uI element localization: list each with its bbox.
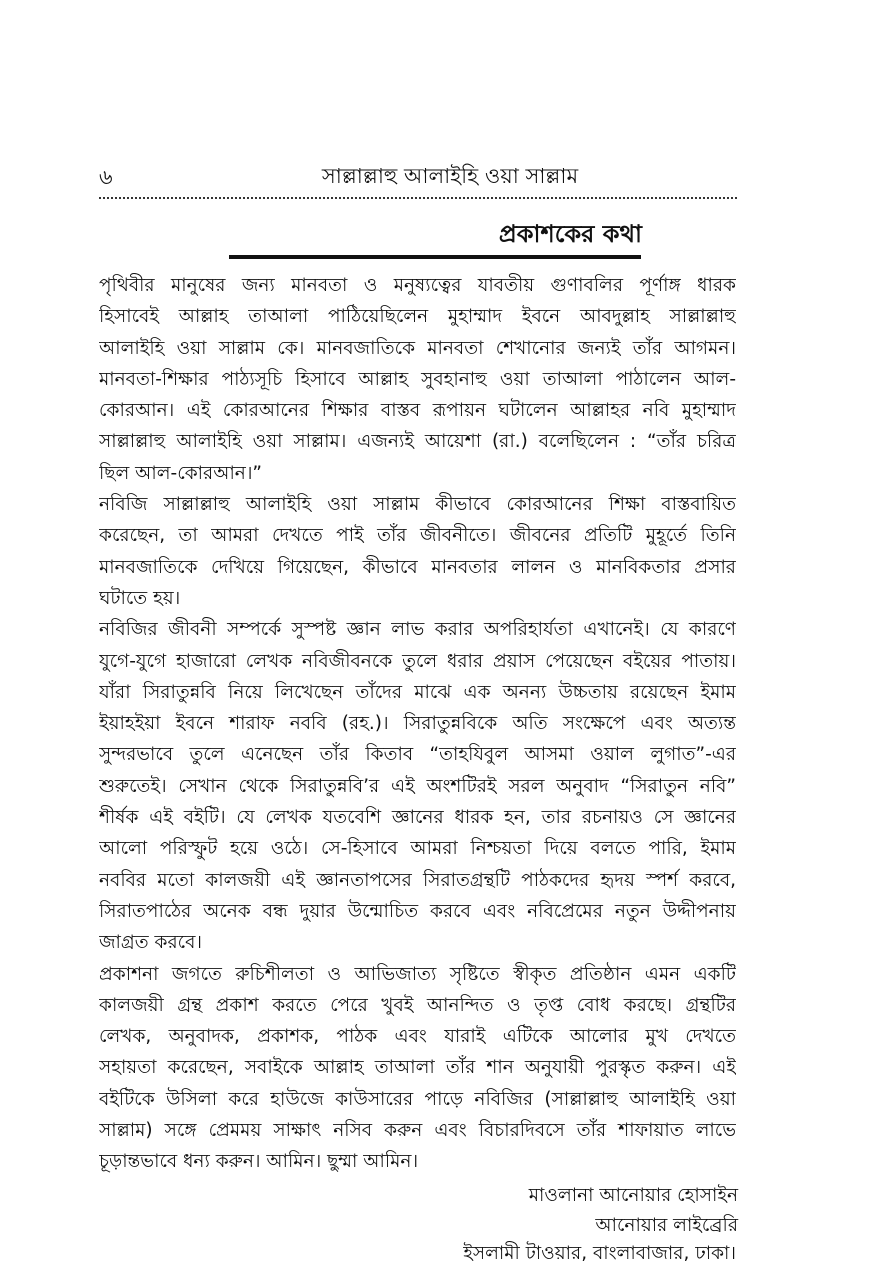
text-line: ঘটাতে হয়। <box>99 587 181 609</box>
text-line: শুরুতেই। সেখান থেকে সিরাতুন্নবি’র এই অংশটিরই সরল অনুবাদ “সিরাতুন নবি” <box>99 775 736 797</box>
text-line: ইয়াহইয়া ইবনে শারাফ নববি (রহ.)। সিরাতুন্নবিকে অতি সংক্ষেপে এবং অত্যন্ত <box>99 713 736 735</box>
text-line: যাঁরা সিরাতুন্নবি নিয়ে লিখেছেন তাঁদের মাঝে এক অনন্য উচ্চতায় রয়েছেন ইমাম <box>99 681 736 703</box>
text-line: মানবজাতিকে দেখিয়ে গিয়েছেন, কীভাবে মানবতার লালন ও মানবিকতার প্রসার <box>99 556 736 578</box>
body-text <box>99 270 736 1178</box>
paragraph-4 <box>99 959 736 1178</box>
text-line: করেছেন, তা আমরা দেখতে পাই তাঁর জীবনীতে। জীবনের প্রতিটি মুহূর্তে তিনি <box>99 525 736 547</box>
title-underline <box>229 255 641 259</box>
text-line: চূড়ান্তভাবে ধন্য করুন। আমিন। ছুম্মা আমিন। <box>99 1151 419 1173</box>
text-line: সাল্লাল্লাহু আলাইহি ওয়া সাল্লাম। এজন্যই আয়েশা (রা.) বলেছিলেন : “তাঁর চরিত্র <box>99 431 736 453</box>
paragraph-2 <box>99 489 736 614</box>
text-line: আলাইহি ওয়া সাল্লাম কে। মানবজাতিকে মানবতা শেখানোর জন্যই তাঁর আগমন। <box>99 337 736 359</box>
running-title: সাল্লাল্লাহু আলাইহি ওয়া সাল্লাম <box>321 164 579 188</box>
text-line: শীর্ষক এই বইটি। যে লেখক যতবেশি জ্ঞানের ধারক হন, তার রচনায়ও সে জ্ঞানের <box>99 807 736 829</box>
paragraph-1 <box>99 270 736 489</box>
text-line: নবিজি সাল্লাল্লাহু আলাইহি ওয়া সাল্লাম কীভাবে কোরআনের শিক্ষা বাস্তবায়িত <box>99 494 736 516</box>
paragraph-3 <box>99 614 736 958</box>
signature-organization: আনোয়ার লাইব্রেরি <box>595 1215 738 1236</box>
text-line: পৃথিবীর মানুষের জন্য মানবতা ও মনুষ্যত্বের যাবতীয় গুণাবলির পূর্ণাঙ্গ ধারক <box>99 275 736 296</box>
text-line: নববির মতো কালজয়ী এই জ্ঞানতাপসের সিরাতগ্রন্থটি পাঠকদের হৃদয় স্পর্শ করবে, <box>99 869 736 891</box>
text-line: সহায়তা করেছেন, সবাইকে আল্লাহ তাআলা তাঁর শান অনুযায়ী পুরস্কৃত করুন। এই <box>99 1057 736 1079</box>
text-line: সুন্দরভাবে তুলে এনেছেন তাঁর কিতাব “তাহযিবুল আসমা ওয়াল লুগাত”-এর <box>99 744 736 766</box>
text-line: কোরআন। এই কোরআনের শিক্ষার বাস্তব রূপায়ন ঘটালেন আল্লাহর নবি মুহাম্মাদ <box>99 400 736 422</box>
text-line: কালজয়ী গ্রন্থ প্রকাশ করতে পেরে খুবই আনন্দিত ও তৃপ্ত বোধ করছে। গ্রন্থটির <box>99 994 736 1016</box>
page-number: ৬ <box>99 165 113 189</box>
text-line: প্রকাশনা জগতে রুচিশীলতা ও আভিজাত্য সৃষ্টিতে স্বীকৃত প্রতিষ্ঠান এমন একটি <box>99 963 736 985</box>
signature-address: ইসলামী টাওয়ার, বাংলাবাজার, ঢাকা। <box>463 1243 736 1264</box>
text-line: যুগে-যুগে হাজারো লেখক নবিজীবনকে তুলে ধরার প্রয়াস পেয়েছেন বইয়ের পাতায়। <box>99 650 736 672</box>
text-line: আলো পরিস্ফুট হয়ে ওঠে। সে-হিসাবে আমরা নিশ্চয়তা দিয়ে বলতে পারি, ইমাম <box>99 838 736 860</box>
section-title: প্রকাশকের কথা <box>498 220 642 248</box>
text-line: লেখক, অনুবাদক, প্রকাশক, পাঠক এবং যারাই এটিকে আলোর মুখ দেখতে <box>99 1026 736 1048</box>
header-dotted-divider <box>99 197 737 199</box>
text-line: নবিজির জীবনী সম্পর্কে সুস্পষ্ট জ্ঞান লাভ করার অপরিহার্যতা এখানেই। যে কারণে <box>99 619 736 641</box>
text-line: জাগ্রত করবে। <box>99 932 202 954</box>
text-line: সাল্লাম) সঙ্গে প্রেমময় সাক্ষাৎ নসিব করুন এবং বিচারদিবসে তাঁর শাফায়াত লাভে <box>99 1120 736 1142</box>
text-line: মানবতা-শিক্ষার পাঠ্যসূচি হিসাবে আল্লাহ সুবহানাহু ওয়া তাআলা পাঠালেন আল- <box>99 368 736 390</box>
text-line: সিরাতপাঠের অনেক বন্ধ দুয়ার উন্মোচিত করবে এবং নবিপ্রেমের নতুন উদ্দীপনায় <box>99 900 736 922</box>
text-line: হিসাবেই আল্লাহ তাআলা পাঠিয়েছিলেন মুহাম্মাদ ইবনে আবদুল্লাহ সাল্লাল্লাহু <box>99 306 736 328</box>
signature-name: মাওলানা আনোয়ার হোসাইন <box>528 1185 738 1206</box>
text-line: বইটিকে উসিলা করে হাউজে কাউসারের পাড়ে নবিজির (সাল্লাল্লাহু আলাইহি ওয়া <box>99 1088 736 1110</box>
text-line: ছিল আল-কোরআন।” <box>99 462 263 484</box>
